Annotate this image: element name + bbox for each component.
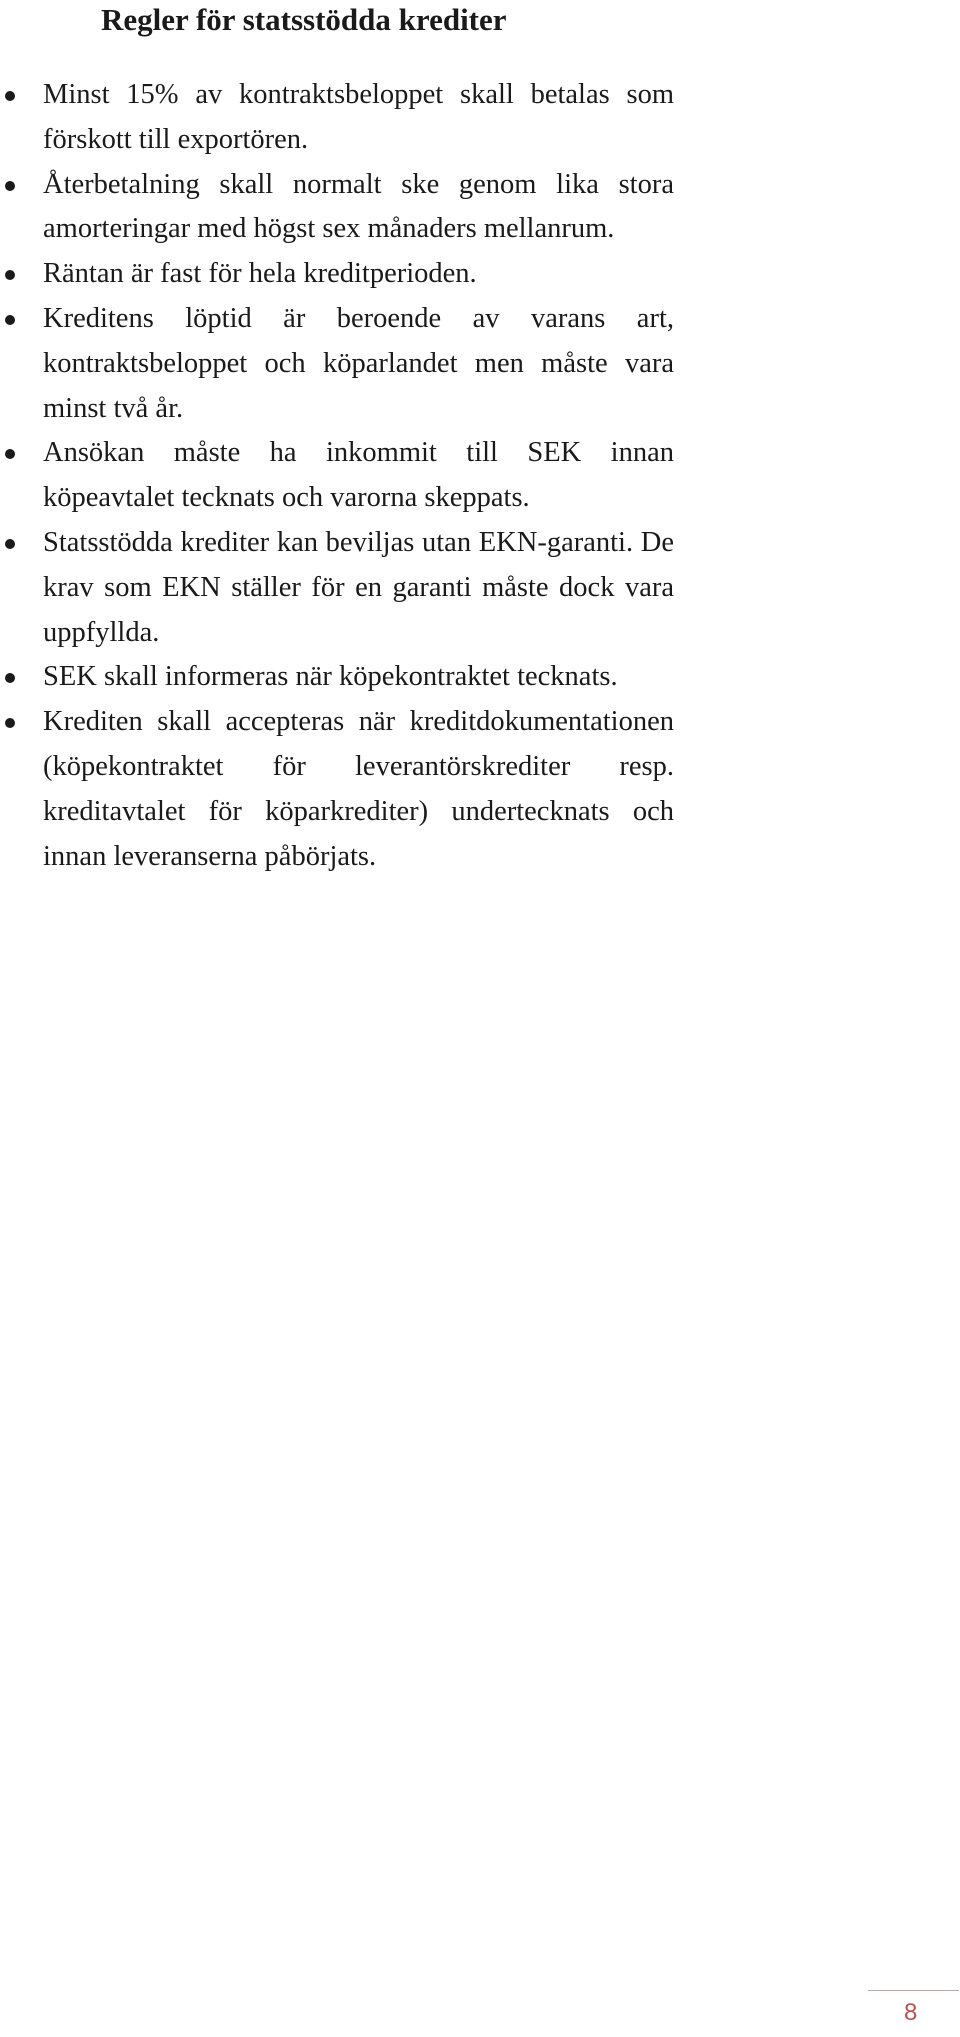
bullet-icon	[5, 315, 15, 325]
list-item	[0, 655, 674, 700]
list-item	[0, 163, 674, 253]
rule-text: Krediten skall accepteras när kreditdokumentationen (köpekontraktet för leverantörskrediter resp. kreditavtalet för köparkrediter) undertecknats och innan leveranserna påbörjats.	[43, 706, 674, 872]
bullet-icon	[5, 449, 15, 459]
rule-text: Återbetalning skall normalt ske genom lika stora amorteringar med högst sex månaders mellanrum.	[43, 168, 674, 245]
rule-text: Ansökan måste ha inkommit till SEK innan köpeavtalet tecknats och varorna skeppats.	[43, 437, 674, 514]
rule-text: Kreditens löptid är beroende av varans art, kontraktsbeloppet och köparlandet men måste vara minst två år.	[43, 302, 674, 424]
list-item	[0, 73, 674, 163]
rule-text: Minst 15% av kontraktsbeloppet skall betalas som förskott till exportören.	[43, 79, 674, 155]
bullet-icon	[5, 181, 15, 191]
list-item	[0, 431, 674, 521]
footer-divider	[868, 1990, 959, 1991]
page-title: Regler för statsstödda krediter	[101, 2, 507, 37]
rule-text: SEK skall informeras när köpekontraktet tecknats.	[43, 661, 618, 693]
bullet-icon	[5, 270, 15, 280]
list-item	[0, 700, 674, 879]
rule-text: Statsstödda krediter kan beviljas utan EKN-garanti. De krav som EKN ställer för en garanti måste dock vara uppfyllda.	[43, 526, 674, 648]
page-number: 8	[904, 1999, 918, 2026]
rule-text: Räntan är fast för hela kreditperioden.	[43, 258, 477, 290]
bullet-icon	[5, 539, 15, 549]
list-item	[0, 297, 674, 431]
rules-list	[0, 73, 674, 879]
bullet-icon	[5, 673, 15, 683]
list-item	[0, 252, 674, 297]
bullet-icon	[5, 718, 15, 728]
bullet-icon	[5, 91, 15, 101]
list-item	[0, 521, 674, 655]
